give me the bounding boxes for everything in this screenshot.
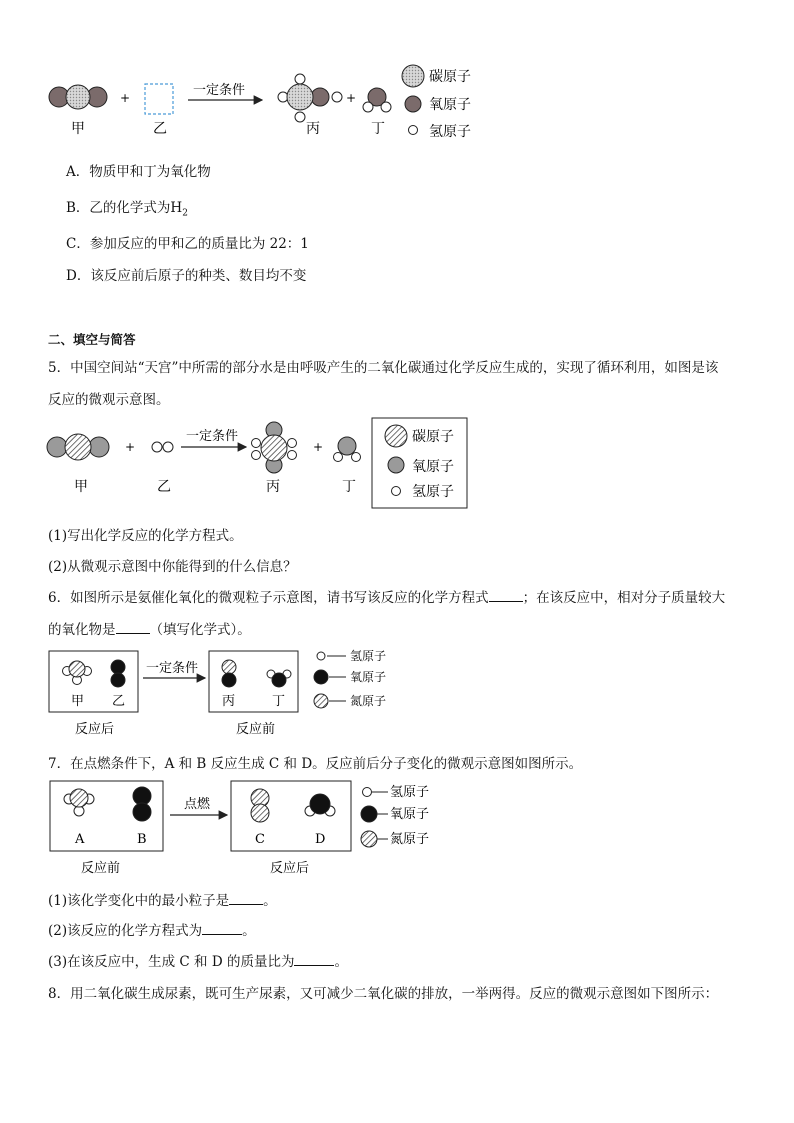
q5-sub1: (1)写出化学反应的化学方程式。 bbox=[48, 528, 243, 544]
legend bbox=[314, 649, 386, 708]
legend bbox=[402, 65, 471, 140]
legend-hydrogen: 氢原子 bbox=[350, 649, 387, 663]
legend-nitrogen: 氮原子 bbox=[350, 694, 387, 708]
legend-oxygen: 氧原子 bbox=[350, 670, 387, 684]
box-after bbox=[231, 781, 351, 851]
label-jia: 甲 bbox=[71, 121, 85, 137]
answer-blank[interactable] bbox=[489, 589, 523, 602]
molecule-yi-placeholder bbox=[145, 84, 173, 114]
formula-h2: $H_2$ bbox=[170, 200, 188, 219]
label-b: B bbox=[137, 832, 147, 847]
molecule-ding bbox=[267, 670, 291, 687]
molecule-bing bbox=[252, 422, 297, 473]
option-b bbox=[66, 196, 188, 219]
q5-line1: 5．中国空间站“天宫”中所需的部分水是由呼吸产生的二氧化碳通过化学反应生成的，实现了循环利用，如图是该 bbox=[48, 360, 719, 376]
label-ding: 丁 bbox=[272, 694, 286, 709]
answer-blank[interactable] bbox=[229, 892, 263, 905]
q6-line1: 6．如图所示是氨催化氧化的微观粒子示意图，请书写该反应的化学方程式 ；在该反应中，相对分子质量较大 bbox=[48, 590, 726, 606]
legend-carbon: 碳原子 bbox=[429, 69, 471, 85]
section-title: 二、填空与简答 bbox=[48, 332, 136, 347]
q7-sub3: (3)在该反应中，生成 C 和 D 的质量比为 。 bbox=[48, 954, 348, 970]
legend-oxygen: 氧原子 bbox=[412, 459, 454, 475]
caption-box1: 反应前 bbox=[81, 861, 121, 876]
plus-sign: + bbox=[313, 440, 324, 454]
q5-reaction-figure bbox=[0, 415, 794, 515]
label-bing: 丙 bbox=[222, 694, 236, 709]
q4-reaction-figure bbox=[0, 60, 794, 145]
option-c: C．参加反应的甲和乙的质量比为 22：1 bbox=[66, 236, 309, 252]
legend-oxygen: 氧原子 bbox=[429, 97, 471, 113]
label-a: A bbox=[75, 832, 85, 847]
q7-sub1: (1)该化学变化中的最小粒子是 。 bbox=[48, 893, 277, 909]
label-ding: 丁 bbox=[342, 479, 356, 495]
plus-sign: + bbox=[125, 440, 136, 454]
q5-sub2: (2)从微观示意图中你能得到的什么信息？ bbox=[48, 559, 297, 575]
molecule-d bbox=[305, 794, 335, 816]
molecule-c bbox=[251, 789, 269, 822]
plus-sign: + bbox=[120, 91, 131, 105]
option-b-text: B．乙的化学式为 bbox=[66, 200, 171, 216]
arrow-label: 一定条件 bbox=[186, 429, 239, 444]
legend-hydrogen: 氢原子 bbox=[390, 785, 430, 800]
molecule-a bbox=[64, 789, 94, 816]
caption-box2: 反应前 bbox=[236, 722, 276, 737]
answer-blank[interactable] bbox=[202, 922, 242, 935]
molecule-bing bbox=[222, 660, 236, 687]
legend-box bbox=[372, 418, 467, 508]
legend-oxygen: 氧原子 bbox=[390, 807, 430, 822]
label-yi: 乙 bbox=[157, 479, 171, 495]
legend bbox=[361, 785, 429, 847]
molecule-jia bbox=[47, 434, 109, 460]
q6-line2: 的氧化物是 （填写化学式）。 bbox=[48, 622, 251, 638]
legend-hydrogen: 氢原子 bbox=[429, 124, 471, 140]
legend-carbon: 碳原子 bbox=[412, 429, 454, 445]
label-bing: 丙 bbox=[266, 479, 280, 495]
molecule-bing bbox=[278, 74, 342, 122]
caption-box1: 反应后 bbox=[75, 722, 115, 737]
molecule-yi bbox=[152, 442, 173, 452]
q6-reaction-figure bbox=[0, 645, 794, 740]
molecule-yi bbox=[111, 660, 125, 687]
legend-hydrogen: 氢原子 bbox=[412, 484, 454, 500]
molecule-jia bbox=[63, 661, 92, 685]
q7-reaction-figure bbox=[0, 775, 794, 880]
label-bing: 丙 bbox=[306, 121, 320, 137]
arrow-label: 一定条件 bbox=[146, 661, 199, 676]
molecule-ding bbox=[363, 88, 391, 112]
q7-sub2: (2)该反应的化学方程式为 。 bbox=[48, 923, 256, 939]
label-yi: 乙 bbox=[153, 121, 167, 137]
q8-line1: 8．用二氧化碳生成尿素，既可生产尿素，又可减少二氧化碳的排放，一举两得。反应的微观示意图如下图所示： bbox=[48, 986, 719, 1002]
option-a: A．物质甲和丁为氧化物 bbox=[66, 164, 211, 180]
label-ding: 丁 bbox=[371, 121, 385, 137]
q7-line1: 7．在点燃条件下，A 和 B 反应生成 C 和 D。反应前后分子变化的微观示意图如图所示。 bbox=[48, 756, 583, 772]
label-jia: 甲 bbox=[71, 694, 85, 709]
q5-line2: 反应的微观示意图。 bbox=[48, 392, 170, 408]
label-d: D bbox=[315, 832, 326, 847]
arrow-label: 一定条件 bbox=[193, 83, 246, 98]
legend-nitrogen: 氮原子 bbox=[390, 832, 430, 847]
molecule-b bbox=[133, 787, 151, 821]
molecule-jia bbox=[49, 85, 107, 109]
label-c: C bbox=[255, 832, 265, 847]
answer-blank[interactable] bbox=[294, 953, 334, 966]
option-d: D．该反应前后原子的种类、数目均不变 bbox=[66, 268, 307, 284]
label-yi: 乙 bbox=[112, 694, 126, 709]
molecule-ding bbox=[334, 437, 361, 462]
arrow-label: 点燃 bbox=[184, 797, 211, 812]
plus-sign: + bbox=[346, 91, 357, 105]
caption-box2: 反应后 bbox=[270, 861, 310, 876]
answer-blank[interactable] bbox=[116, 621, 150, 634]
label-jia: 甲 bbox=[74, 479, 88, 495]
